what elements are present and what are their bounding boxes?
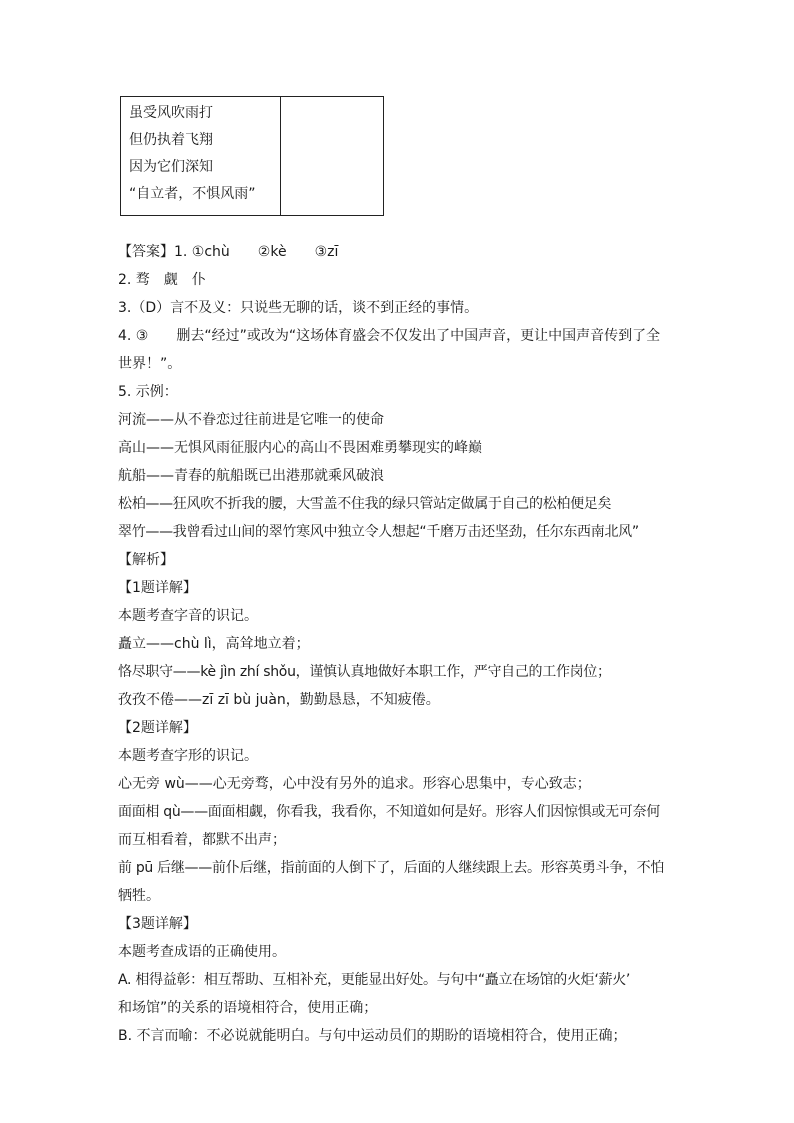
poem-line: 但仍执着飞翔 <box>129 132 213 148</box>
poem-line: “自立者，不惧风雨” <box>129 186 256 202</box>
analysis-line: 恪尽职守——kè jìn zhí shǒu，谨慎认真地做好本职工作，严守自己的工作岗位； <box>118 664 611 680</box>
section-heading: 【3题详解】 <box>118 916 197 932</box>
answer-line: 4. ③ 删去“经过”或改为“这场体育盛会不仅发出了中国声音，更让中国声音传到了全 <box>118 328 661 344</box>
analysis-line: 心无旁 wù——心无旁骛，心中没有另外的追求。形容心思集中，专心致志； <box>118 776 591 792</box>
analysis-line: 和场馆”的关系的语境相符合，使用正确； <box>118 1000 378 1016</box>
analysis-line: 孜孜不倦——zī zī bù juàn，勤勤恳恳，不知疲倦。 <box>118 692 440 708</box>
poem-cell <box>121 97 281 215</box>
analysis-line: B. 不言而喻：不必说就能明白。与句中运动员们的期盼的语境相符合，使用正确； <box>118 1028 627 1044</box>
example-line: 航船——青春的航船既已出港那就乘风破浪 <box>118 468 384 484</box>
section-heading: 【1题详解】 <box>118 580 197 596</box>
example-line: 松柏——狂风吹不折我的腰，大雪盖不住我的绿只管站定做属于自己的松柏便足矣 <box>118 496 612 512</box>
analysis-line: 矗立——chù lì，高耸地立着； <box>118 636 310 652</box>
poem-line: 因为它们深知 <box>129 159 213 175</box>
answer-line: 5. 示例： <box>118 384 178 400</box>
analysis-line: 牺牲。 <box>118 888 160 904</box>
answer-line: 3.（D）言不及义：只说些无聊的话，谈不到正经的事情。 <box>118 300 479 316</box>
analysis-line: 面面相 qù——面面相觑，你看我，我看你，不知道如何是好。形容人们因惊惧或无可奈何 <box>118 804 660 820</box>
answer-analysis <box>118 238 688 1050</box>
analysis-line: 本题考查字形的识记。 <box>118 748 258 764</box>
example-line: 高山——无惧风雨征服内心的高山不畏困难勇攀现实的峰巅 <box>118 440 482 456</box>
analysis-line: 而互相看着，都默不出声； <box>118 832 286 848</box>
answer-line: 2. 骛 觑 仆 <box>118 272 206 288</box>
analysis-line: A. 相得益彰：相互帮助、互相补充，更能显出好处。与句中“矗立在场馆的火炬‘薪火’ <box>118 972 631 988</box>
section-heading: 【解析】 <box>118 552 174 568</box>
answer-line: 【答案】1. ①chù ②kè ③zī <box>118 244 339 260</box>
analysis-line: 本题考查成语的正确使用。 <box>118 944 286 960</box>
poem-table <box>120 96 384 216</box>
analysis-line: 本题考查字音的识记。 <box>118 608 258 624</box>
example-line: 河流——从不眷恋过往前进是它唯一的使命 <box>118 412 384 428</box>
section-heading: 【2题详解】 <box>118 720 197 736</box>
poem-line: 虽受风吹雨打 <box>129 105 213 121</box>
example-line: 翠竹——我曾看过山间的翠竹寒风中独立令人想起“千磨万击还坚劲，任尔东西南北风” <box>118 524 639 540</box>
answer-line: 世界！”。 <box>118 356 182 372</box>
analysis-line: 前 pū 后继——前仆后继，指前面的人倒下了，后面的人继续跟上去。形容英勇斗争，不怕 <box>118 860 665 876</box>
empty-table-cell <box>281 97 383 215</box>
